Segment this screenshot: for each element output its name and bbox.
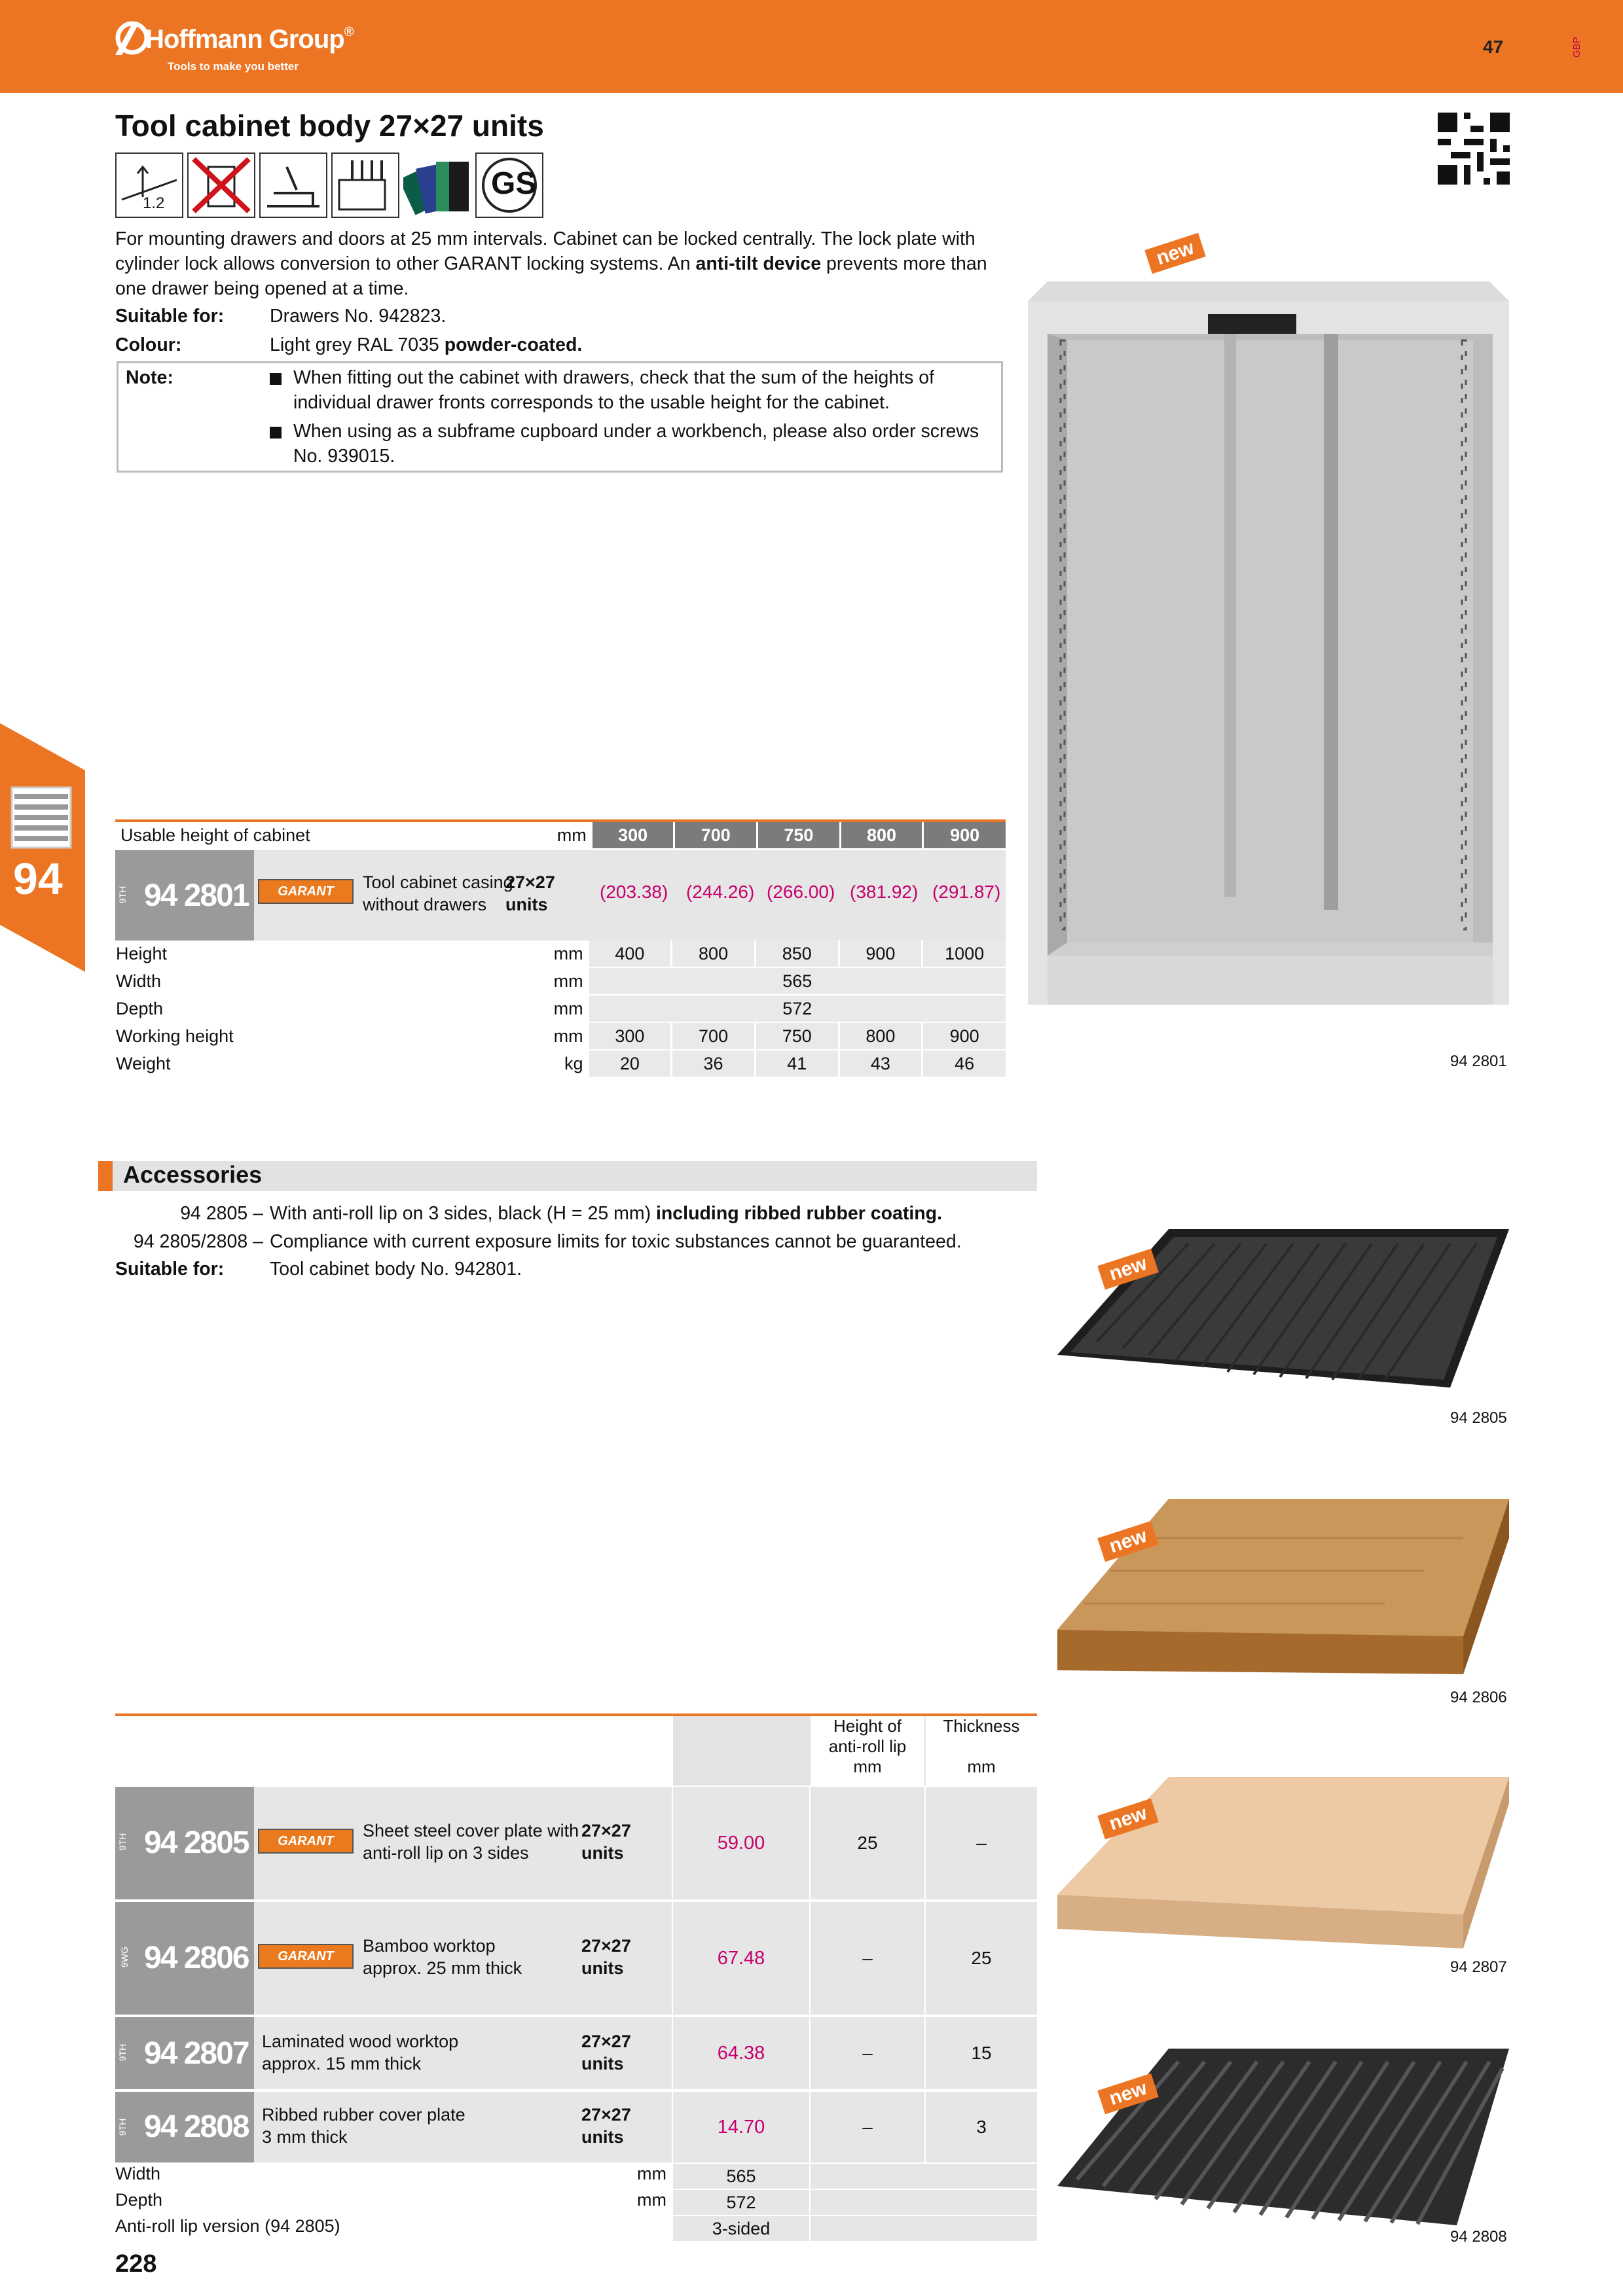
acc-item-desc-cell (254, 2092, 672, 2162)
image-caption: 94 2808 (1450, 2228, 1507, 2246)
item-number-cell (115, 850, 254, 942)
spec-label: Height (115, 941, 508, 967)
colour-text: Light grey RAL 7035 (270, 334, 445, 355)
thickness-col-header (926, 1716, 1037, 1785)
spec-value: 900 (839, 941, 922, 967)
acc-spec-value: 565 (673, 2164, 809, 2189)
acc-item-number-cell (115, 1787, 254, 1899)
acc-spec-label: Anti-roll lip version (94 2805) (115, 2216, 340, 2236)
acc-size-1: 27×27 (581, 1936, 631, 1956)
usable-height-unit: mm (508, 822, 591, 848)
desc-line-2 (115, 251, 987, 276)
spec-value: 1000 (922, 941, 1006, 967)
acc-desc-2: 3 mm thick (262, 2127, 348, 2147)
acc-desc-2: anti-roll lip on 3 sides (363, 1843, 529, 1863)
acc-thickness: 25 (926, 1902, 1037, 2015)
lip-header-line: Height of (833, 1716, 902, 1736)
spec-row (115, 967, 1006, 995)
acc-size-2: units (581, 1843, 624, 1863)
chapter-tab (0, 723, 85, 972)
item-size-2: units (505, 895, 548, 914)
desc-tail: prevents more than (821, 253, 987, 274)
acc-item-number-cell (115, 2092, 254, 2162)
garant-badge: GARANT (258, 1829, 354, 1854)
spec-row (115, 941, 1006, 967)
accessories-accent (98, 1161, 113, 1191)
acc-spec-label: Depth (115, 2190, 163, 2210)
garant-badge: GARANT (258, 879, 354, 904)
spec-value: 20 (588, 1050, 672, 1077)
item-desc-2: without drawers (363, 895, 487, 914)
spec-value: 800 (672, 941, 756, 967)
new-badge: new (1097, 1521, 1159, 1562)
spec-value: 750 (755, 1022, 839, 1050)
load-1.2-icon (115, 152, 183, 218)
acc-spec-blank (811, 2216, 1037, 2241)
acc-line-1 (270, 1201, 942, 1226)
height-col: 750 (757, 822, 841, 848)
acc-size-1: 27×27 (581, 2105, 631, 2125)
chapter-number: 94 (13, 854, 63, 904)
new-badge: new (1097, 1799, 1159, 1840)
colour-bold: powder-coated. (444, 334, 583, 355)
note-1-line-1: When fitting out the cabinet with drawers, check that the sum of the heights of (293, 367, 935, 388)
acc-line-bold: including ribbed rubber coating. (655, 1203, 942, 1224)
spec-label: Width (115, 967, 508, 995)
thickness-header-spacer (926, 1736, 1037, 1757)
no-tilt-icon (187, 152, 255, 218)
acc-desc-1: Sheet steel cover plate with (363, 1821, 579, 1840)
suitable-label: Suitable for: (115, 306, 225, 327)
spec-table (115, 941, 1006, 1078)
note-2-line-1: When using as a subframe cupboard under a workbench, please also order screws (293, 421, 979, 442)
accessories-heading: Accessories (123, 1161, 263, 1188)
brand-mark: ® (344, 25, 354, 39)
rubber-coated-plate-image (1057, 1224, 1509, 1394)
acc-thickness: – (926, 1787, 1037, 1899)
acc-desc-2: approx. 25 mm thick (363, 1958, 522, 1978)
gs-label: GS (491, 166, 537, 201)
price[interactable]: (266.00) (767, 882, 835, 902)
note-label: Note: (126, 367, 173, 388)
acc-line-text: With anti-roll lip on 3 sides, black (H = 25 mm) (270, 1203, 656, 1224)
acc-item-code: 9WG (119, 1946, 130, 1967)
height-col: 900 (923, 822, 1006, 848)
spec-label: Depth (115, 995, 508, 1022)
spec-unit: mm (508, 995, 588, 1022)
new-badge: new (1097, 2073, 1159, 2115)
acc-spec-value: 572 (673, 2190, 809, 2215)
spec-value: 400 (588, 941, 672, 967)
spec-value: 46 (922, 1050, 1006, 1077)
colour-label: Colour: (115, 334, 182, 355)
height-col: 700 (674, 822, 757, 848)
item-size-1: 27×27 (505, 872, 555, 892)
acc-spec-blank (811, 2164, 1037, 2189)
price[interactable]: (381.92) (850, 882, 919, 902)
spec-value: 900 (922, 1022, 1006, 1050)
laminated-worktop-image (1057, 1777, 1509, 1954)
height-col: 300 (591, 822, 674, 848)
price-row (593, 850, 1006, 942)
acc-lip: – (811, 2092, 924, 2162)
spec-value: 43 (839, 1050, 922, 1077)
image-caption: 94 2801 (1450, 1052, 1507, 1070)
acc-spec-value: 3-sided (673, 2216, 809, 2241)
colour-swatches-icon (403, 152, 471, 218)
mounting-icon (259, 152, 327, 218)
acc-desc-2: approx. 15 mm thick (262, 2054, 422, 2073)
desc-line-1: For mounting drawers and doors at 25 mm intervals. Cabinet can be locked centrally. The lock plate with (115, 228, 976, 249)
note-1-line-2: individual drawer fronts corresponds to the usable height for the cabinet. (293, 392, 890, 413)
image-caption: 94 2806 (1450, 1689, 1507, 1706)
spec-unit: mm (508, 1022, 588, 1050)
suitable-value: Drawers No. 942823. (270, 306, 447, 327)
acc-suitable-value: Tool cabinet body No. 942801. (270, 1259, 522, 1280)
acc-item-code: 9TH (117, 2043, 128, 2062)
spec-value: 41 (755, 1050, 839, 1077)
acc-size-2: units (581, 2127, 624, 2147)
spec-label: Weight (115, 1050, 508, 1077)
load-value: 1.2 (143, 194, 165, 212)
gs-mark-icon (475, 152, 543, 218)
garant-badge: GARANT (258, 1944, 354, 1969)
item-desc-1: Tool cabinet casing (363, 872, 513, 892)
thickness-header-line: Thickness (943, 1716, 1020, 1736)
acc-desc-1: Bamboo worktop (363, 1936, 496, 1956)
brand-logo (113, 18, 388, 77)
acc-lip: – (811, 2017, 924, 2089)
image-caption: 94 2805 (1450, 1409, 1507, 1427)
lip-header-line: anti-roll lip (828, 1736, 907, 1756)
price[interactable]: (291.87) (932, 882, 1001, 902)
thickness-header-line: mm (967, 1757, 996, 1776)
acc-size-2: units (581, 2054, 624, 2073)
lip-col-header (811, 1716, 924, 1785)
item-number[interactable]: 94 2801 (144, 878, 249, 913)
acc-spec-label: Width (115, 2164, 161, 2183)
desc-text: cylinder lock allows conversion to other GARANT locking systems. An (115, 253, 696, 274)
acc-spec-unit: mm (637, 2190, 666, 2210)
acc-line-2: Compliance with current exposure limits for toxic substances cannot be guaranteed. (270, 1231, 962, 1252)
col-divider (809, 1716, 811, 1785)
acc-spec-unit: mm (637, 2164, 666, 2183)
spec-value: 700 (672, 1022, 756, 1050)
table-header-row (115, 822, 1006, 848)
spec-value: 850 (755, 941, 839, 967)
acc-item-desc-cell (254, 2017, 672, 2089)
item-code: 9TH (117, 886, 128, 904)
colour-value (270, 332, 582, 357)
qr-code-icon[interactable] (1438, 111, 1510, 186)
acc-desc-1: Laminated wood worktop (262, 2032, 459, 2051)
ribbed-rubber-plate-image (1057, 2042, 1509, 2232)
new-badge: new (1097, 1249, 1159, 1290)
spec-value: 565 (588, 967, 1006, 995)
spec-value: 572 (588, 995, 1006, 1022)
acc-size-1: 27×27 (581, 1821, 631, 1840)
acc-price[interactable]: 64.38 (673, 2017, 809, 2089)
bullet-icon (270, 373, 282, 385)
spec-row (115, 1022, 1006, 1050)
item-desc-cell (254, 850, 593, 942)
brand-name: Hoffmann Group (145, 25, 344, 54)
spec-row (115, 1050, 1006, 1077)
acc-price[interactable]: 14.70 (673, 2092, 809, 2162)
acc-price[interactable]: 67.48 (673, 1902, 809, 2015)
acc-item-number-cell (115, 1902, 254, 2015)
region-code: GBP (1571, 37, 1582, 58)
cabinet-image (1028, 281, 1509, 1005)
acc-thickness: 3 (926, 2092, 1037, 2162)
acc-size-1: 27×27 (581, 2032, 631, 2051)
acc-item-number-cell (115, 2017, 254, 2089)
price-col-header (673, 1716, 809, 1785)
acc-item-number[interactable]: 94 2808 (144, 2109, 249, 2144)
spec-value: 300 (588, 1022, 672, 1050)
price[interactable]: (203.38) (600, 882, 668, 902)
product-title: Tool cabinet body 27×27 units (115, 109, 544, 143)
acc-item-code: 9TH (117, 1833, 128, 1851)
bamboo-worktop-image (1057, 1499, 1509, 1676)
price[interactable]: (244.26) (686, 882, 755, 902)
desc-bold: anti-tilt device (695, 253, 822, 274)
acc-spec-blank (811, 2190, 1037, 2215)
acc-item-number[interactable]: 94 2807 (144, 2036, 249, 2071)
acc-desc-1: Ribbed rubber cover plate (262, 2105, 465, 2125)
spec-unit: mm (508, 967, 588, 995)
acc-item-desc-cell (254, 1902, 672, 2015)
spec-unit: kg (508, 1050, 588, 1077)
acc-lip: – (811, 1902, 924, 2015)
desc-line-3: one drawer being opened at a time. (115, 278, 409, 299)
acc-item-desc-cell (254, 1787, 672, 1899)
spec-row (115, 995, 1006, 1022)
acc-item-number[interactable]: 94 2805 (144, 1825, 249, 1860)
acc-item-number[interactable]: 94 2806 (144, 1941, 249, 1975)
usable-height-label: Usable height of cabinet (115, 822, 508, 848)
drawer-icon (331, 152, 399, 218)
acc-line-key: 94 2805 – (180, 1203, 263, 1224)
image-caption: 94 2807 (1450, 1958, 1507, 1976)
spec-unit: mm (508, 941, 588, 967)
acc-item-code: 9TH (117, 2118, 128, 2136)
spec-value: 800 (839, 1022, 922, 1050)
note-2-line-2: No. 939015. (293, 446, 395, 467)
acc-size-2: units (581, 1958, 624, 1978)
page-number-footer: 228 (115, 2250, 157, 2278)
height-col: 800 (840, 822, 923, 848)
spec-label: Working height (115, 1022, 508, 1050)
col-divider (924, 1716, 926, 1785)
acc-price[interactable]: 59.00 (673, 1787, 809, 1899)
acc-suitable-label: Suitable for: (115, 1259, 225, 1280)
page-number-top: 47 (1483, 37, 1504, 57)
acc-line-key: 94 2805/2808 – (133, 1231, 263, 1252)
lip-header-line: mm (853, 1757, 882, 1776)
main-price-table (115, 822, 1006, 848)
bullet-icon (270, 427, 282, 439)
new-badge: new (1144, 233, 1206, 274)
acc-lip: 25 (811, 1787, 924, 1899)
acc-thickness: 15 (926, 2017, 1037, 2089)
spec-value: 36 (672, 1050, 756, 1077)
brand-tagline: Tools to make you better (168, 60, 299, 73)
